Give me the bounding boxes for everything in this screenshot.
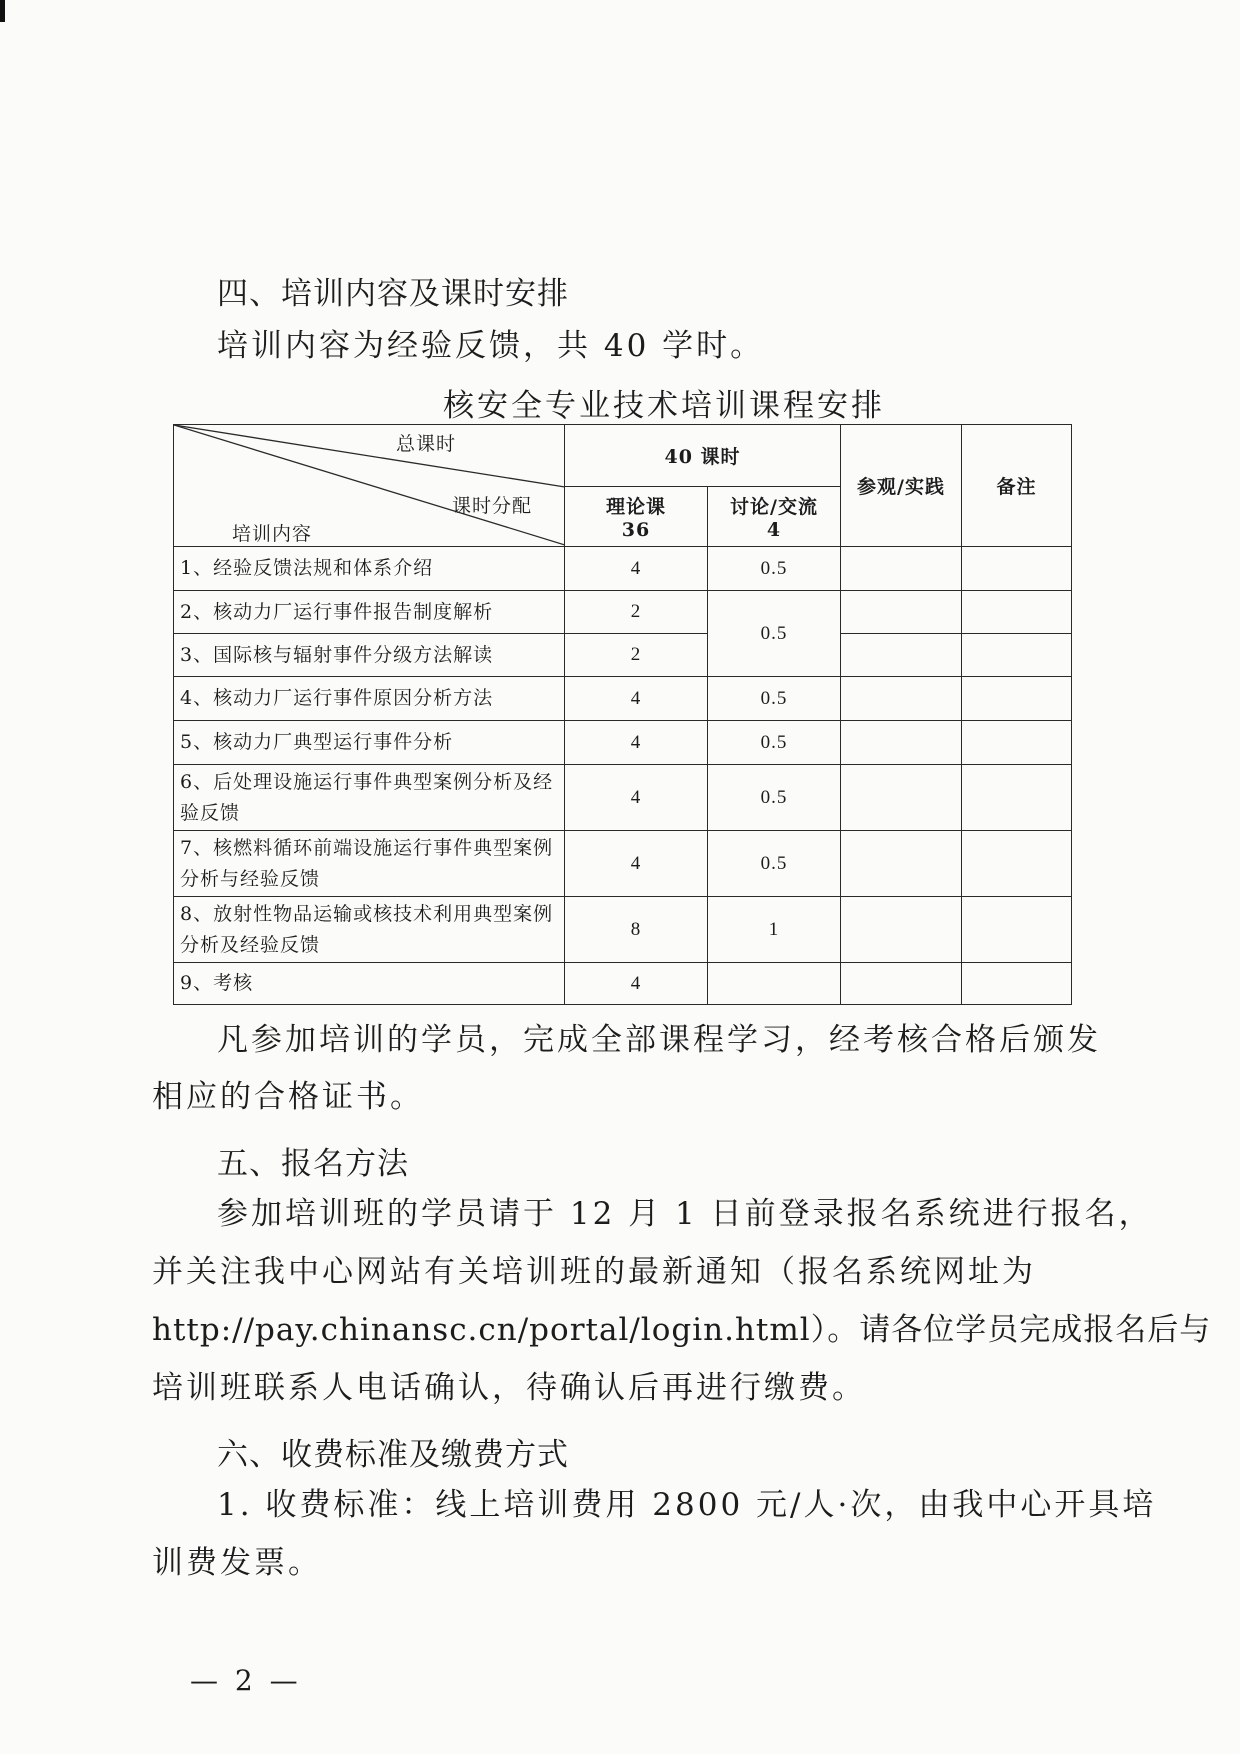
table-row (174, 831, 1072, 897)
section5-line-4: 培训班联系人电话确认，待确认后再进行缴费。 (152, 1370, 866, 1406)
row-discussion: 0.5 (708, 547, 841, 591)
row-content: 7、核燃料循环前端设施运行事件典型案例分析与经验反馈 (174, 831, 565, 897)
discussion-hours: 4 (766, 519, 782, 541)
table-row (174, 963, 1072, 1005)
section5-line-2: 并关注我中心网站有关培训班的最新通知（报名系统网址为 (152, 1254, 1036, 1290)
table-row (174, 547, 1072, 591)
row-content: 4、核动力厂运行事件原因分析方法 (174, 677, 565, 721)
table-row (174, 634, 1072, 677)
row-theory: 4 (565, 547, 708, 591)
row-theory: 4 (565, 765, 708, 831)
scan-mark (0, 0, 5, 22)
row-discussion: 0.5 (708, 677, 841, 721)
section5-line-3: http://pay.chinansc.cn/portal/login.html）。请各位学员完成报名后与 (152, 1312, 1212, 1348)
row-content: 9、考核 (174, 963, 565, 1005)
row-discussion-merged: 0.5 (708, 591, 841, 677)
row-discussion (708, 963, 841, 1005)
corner-hour-allocation-label: 课时分配 (452, 495, 533, 517)
row-discussion: 0.5 (708, 765, 841, 831)
section6-line-1: 1. 收费标准：线上培训费用 2800 元/人·次，由我中心开具培 (217, 1487, 1157, 1523)
notes-header: 备注 (962, 425, 1072, 547)
row-discussion: 1 (708, 897, 841, 963)
corner-content-label: 培训内容 (232, 523, 313, 545)
row-theory: 4 (565, 721, 708, 765)
theory-label: 理论课 (605, 496, 666, 518)
page-number: — 2 — (190, 1664, 302, 1697)
corner-total-hours-label: 总课时 (396, 433, 457, 455)
row-theory: 2 (565, 591, 708, 634)
row-content: 3、国际核与辐射事件分级方法解读 (174, 634, 565, 677)
section4-intro: 培训内容为经验反馈，共 40 学时。 (217, 328, 765, 364)
row-theory: 8 (565, 897, 708, 963)
row-theory: 2 (565, 634, 708, 677)
row-discussion: 0.5 (708, 831, 841, 897)
row-theory: 4 (565, 677, 708, 721)
theory-header (565, 487, 708, 547)
row-content: 1、经验反馈法规和体系介绍 (174, 547, 565, 591)
table-row (174, 677, 1072, 721)
certificate-line-2: 相应的合格证书。 (152, 1079, 424, 1115)
section5-heading: 五、报名方法 (217, 1146, 409, 1182)
table-title: 核安全专业技术培训课程安排 (443, 388, 885, 424)
certificate-line-1: 凡参加培训的学员，完成全部课程学习，经考核合格后颁发 (217, 1022, 1101, 1058)
discussion-header (708, 487, 841, 547)
row-theory: 4 (565, 831, 708, 897)
section4-heading: 四、培训内容及课时安排 (217, 276, 569, 312)
section5-line-1: 参加培训班的学员请于 12 月 1 日前登录报名系统进行报名， (217, 1196, 1153, 1232)
table-corner-cell (174, 425, 565, 547)
course-schedule-table (173, 424, 1072, 1005)
table-row (174, 765, 1072, 831)
row-content: 5、核动力厂典型运行事件分析 (174, 721, 565, 765)
row-content: 8、放射性物品运输或核技术利用典型案例分析及经验反馈 (174, 897, 565, 963)
row-theory: 4 (565, 963, 708, 1005)
table-row (174, 591, 1072, 634)
row-content: 2、核动力厂运行事件报告制度解析 (174, 591, 565, 634)
row-content: 6、后处理设施运行事件典型案例分析及经验反馈 (174, 765, 565, 831)
section6-line-2: 训费发票。 (152, 1545, 322, 1581)
visit-practice-header: 参观/实践 (841, 425, 962, 547)
table-row (174, 721, 1072, 765)
total-hours-header: 40 课时 (565, 425, 841, 487)
row-discussion: 0.5 (708, 721, 841, 765)
table-row (174, 897, 1072, 963)
section6-heading: 六、收费标准及缴费方式 (217, 1437, 569, 1473)
theory-hours: 36 (621, 519, 651, 541)
discussion-label: 讨论/交流 (730, 496, 818, 518)
